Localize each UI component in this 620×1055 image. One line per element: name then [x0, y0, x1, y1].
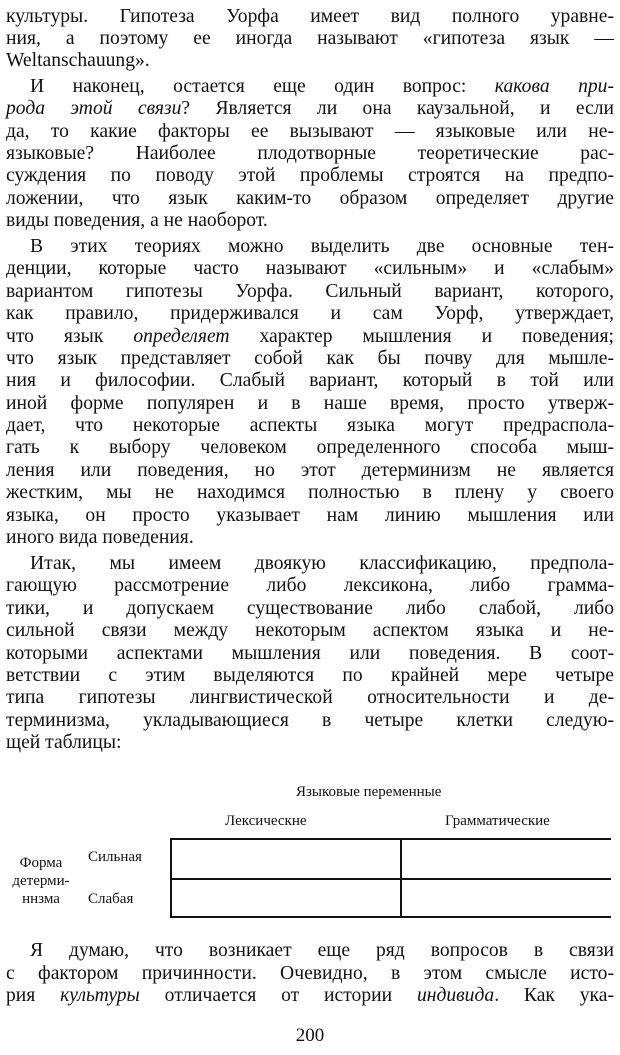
text-line — [6, 50, 614, 72]
text-segment: дает, что некоторые аспекты языка могут предраспола- — [6, 415, 614, 436]
text-line — [6, 28, 614, 50]
text-line — [6, 303, 614, 325]
text-segment: что язык — [6, 326, 134, 347]
page-number: 200 — [295, 1025, 325, 1046]
text-segment: ния и философии. Слабый вариант, который в той или — [6, 370, 614, 391]
text-line — [6, 620, 614, 642]
text-segment: отличается от истории — [139, 985, 417, 1006]
text-segment: Итак, мы имеем двоякую классификацию, предпола- — [30, 553, 614, 574]
text-line — [6, 482, 614, 504]
text-segment: что язык представляет собой как бы почву для мышле- — [6, 348, 614, 369]
text-segment: денции, которые часто называют «сильным» и «слабым» — [6, 258, 614, 279]
table-row-group-label — [4, 854, 78, 908]
text-segment: Я думаю, что возникает еще ряд вопросов в связи — [30, 940, 614, 961]
text-segment: гать к выбору человеком определенного способа мыш- — [6, 437, 614, 458]
text-segment: . Как ука- — [494, 985, 614, 1006]
text-line — [6, 527, 614, 549]
table-rule-left — [170, 838, 172, 918]
text-line — [30, 940, 614, 962]
table-row-strong: Сильная — [88, 849, 142, 865]
text-line — [6, 575, 614, 597]
text-segment: сильной связи между некоторым аспектом языка и не- — [6, 620, 614, 641]
text-line — [6, 188, 614, 210]
text-segment: языковые? Наиболее плодотворные теоретические рас- — [6, 143, 614, 164]
italic-segment: культуры — [60, 985, 140, 1006]
text-segment: ния, а поэтому ее иногда называют «гипотеза язык — — [6, 28, 614, 49]
text-line — [6, 598, 614, 620]
text-segment: языка, он просто указывает нам линию мышления или — [6, 505, 614, 526]
text-segment: ветствии с этим выделяются по крайней мере четыре — [6, 665, 614, 686]
text-line — [6, 985, 614, 1007]
text-line — [6, 210, 614, 232]
table-row-weak: Слабая — [88, 891, 134, 907]
text-segment: иной форме популярен и в наше время, просто утверж- — [6, 393, 614, 414]
text-segment: как правило, придерживался и сам Уорф, утверждает, — [6, 303, 614, 324]
text-line — [6, 437, 614, 459]
text-segment: щей таблицы: — [6, 732, 122, 753]
text-line — [6, 121, 614, 143]
text-line — [6, 326, 614, 348]
row-group-line: Форма — [19, 855, 63, 871]
text-line — [6, 505, 614, 527]
text-segment: иного вида поведения. — [6, 527, 194, 548]
text-segment: с фактором причинности. Очевидно, в этом смысле исто- — [6, 963, 614, 984]
text-line — [6, 415, 614, 437]
table-rule-center — [400, 838, 402, 918]
text-segment: жестким, мы не находимся полностью в плену у своего — [6, 482, 614, 503]
text-line — [6, 687, 614, 709]
text-segment: ? Является ли она каузальной, и если — [181, 98, 614, 119]
row-group-line: ннзма — [22, 891, 60, 907]
text-segment: В этих теориях можно выделить две основные тен- — [30, 236, 614, 257]
table-rule-top — [170, 838, 611, 840]
text-line — [6, 643, 614, 665]
text-line — [6, 258, 614, 280]
text-segment: виды поведения, а не наоборот. — [6, 210, 268, 231]
text-line — [30, 236, 614, 258]
text-line — [6, 460, 614, 482]
text-segment: Weltanschauung». — [6, 50, 150, 71]
text-segment: гающую рассмотрение либо лексикона, либо грамма- — [6, 575, 614, 596]
italic-segment: какова при- — [494, 76, 614, 97]
table-rule-middle — [170, 878, 611, 880]
table-caption: Языковые переменные — [296, 784, 442, 800]
table-column-grammatical: Грамматические — [445, 813, 550, 829]
text-line — [6, 165, 614, 187]
text-segment: суждения по поводу этой проблемы строятся на предпо- — [6, 165, 614, 186]
text-line — [6, 143, 614, 165]
text-line — [6, 6, 614, 28]
table-rule-bottom — [170, 916, 611, 918]
text-line — [30, 553, 614, 575]
text-line — [6, 98, 614, 120]
row-group-line: детерми- — [12, 873, 70, 889]
text-segment: терминизма, укладывающиеся в четыре клетки следую- — [6, 710, 614, 731]
text-line — [6, 963, 614, 985]
text-line — [6, 281, 614, 303]
text-segment: И наконец, остается еще один вопрос: — [30, 76, 495, 97]
text-segment: рия — [6, 985, 61, 1006]
text-line — [6, 370, 614, 392]
italic-segment: индивида — [416, 985, 495, 1006]
text-line — [6, 393, 614, 415]
text-line — [6, 348, 614, 370]
text-segment: ления или поведения, но этот детерминизм не является — [6, 460, 614, 481]
classification-table-grid — [170, 838, 611, 918]
italic-segment: рода этой связи — [6, 98, 182, 119]
text-line — [6, 732, 614, 754]
text-line — [6, 665, 614, 687]
text-segment: вариантом гипотезы Уорфа. Сильный вариант, которого, — [6, 281, 614, 302]
italic-segment: определяет — [133, 326, 230, 347]
text-segment: культуры. Гипотеза Уорфа имеет вид полного уравне- — [6, 6, 614, 27]
text-segment: да, то какие факторы ее вызывают — языковые или не- — [6, 121, 614, 142]
text-segment: которыми аспектами мышления или поведения. В соот- — [6, 643, 614, 664]
text-segment: типа гипотезы лингвистической относительности и де- — [6, 687, 614, 708]
text-segment: тики, и допускаем существование либо слабой, либо — [6, 598, 614, 619]
text-line — [6, 710, 614, 732]
text-segment: характер мышления и поведения; — [229, 326, 614, 347]
text-segment: ложении, что язык каким-то образом определяет другие — [6, 188, 614, 209]
text-line — [30, 76, 614, 98]
table-column-lexical: Лексическне — [225, 813, 307, 829]
